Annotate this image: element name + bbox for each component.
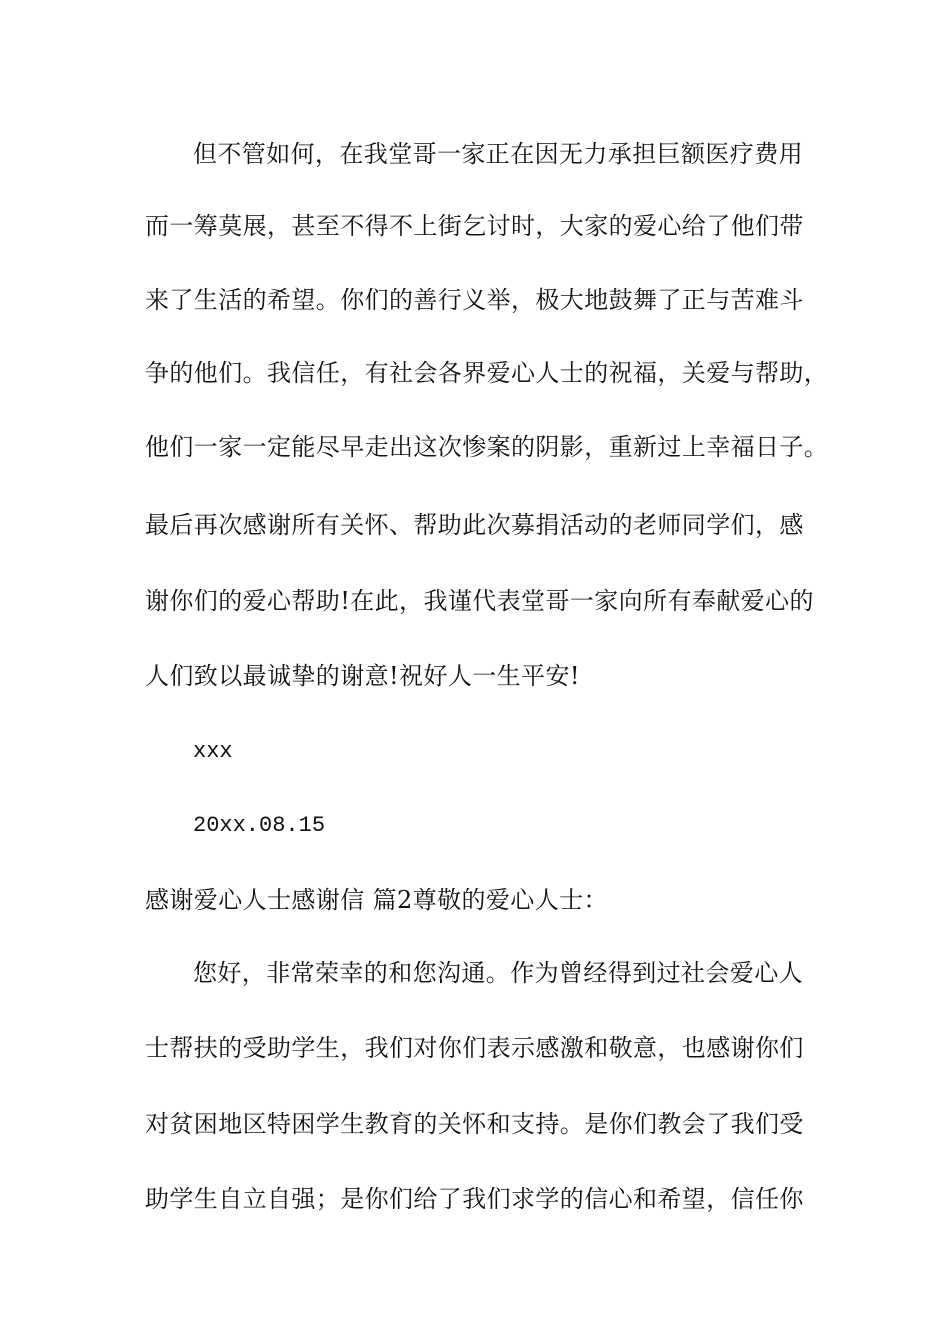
paragraph-1-line-7: 谢你们的爱心帮助!在此，我谨代表堂哥一家向所有奉献爱心的 [145,587,814,615]
section-heading: 感谢爱心人士感谢信 篇2尊敬的爱心人士： [145,886,608,914]
date: 20xx.08.15 [193,813,326,838]
paragraph-2-line-1: 您好，非常荣幸的和您沟通。作为曾经得到过社会爱心人 [193,959,803,987]
paragraph-1-line-3: 来了生活的希望。你们的善行义举，极大地鼓舞了正与苦难斗 [145,286,804,314]
signature: xxx [193,739,233,764]
paragraph-1-line-6: 最后再次感谢所有关怀、帮助此次募捐活动的老师同学们，感 [145,511,804,539]
paragraph-1-line-1: 但不管如何，在我堂哥一家正在因无力承担巨额医疗费用 [193,140,803,168]
paragraph-1-line-8: 人们致以最诚挚的谢意!祝好人一生平安! [145,662,580,690]
paragraph-2-line-4: 助学生自立自强；是你们给了我们求学的信心和希望，信任你 [145,1185,804,1213]
paragraph-1-line-4: 争的他们。我信任，有社会各界爱心人士的祝福，关爱与帮助， [145,359,829,387]
paragraph-2-line-2: 士帮扶的受助学生，我们对你们表示感激和敬意，也感谢你们 [145,1034,804,1062]
paragraph-1-line-2: 而一筹莫展，甚至不得不上街乞讨时，大家的爱心给了他们带 [145,212,804,240]
paragraph-2-line-3: 对贫困地区特困学生教育的关怀和支持。是你们教会了我们受 [145,1110,804,1138]
paragraph-1-line-5: 他们一家一定能尽早走出这次惨案的阴影，重新过上幸福日子。 [145,433,829,461]
